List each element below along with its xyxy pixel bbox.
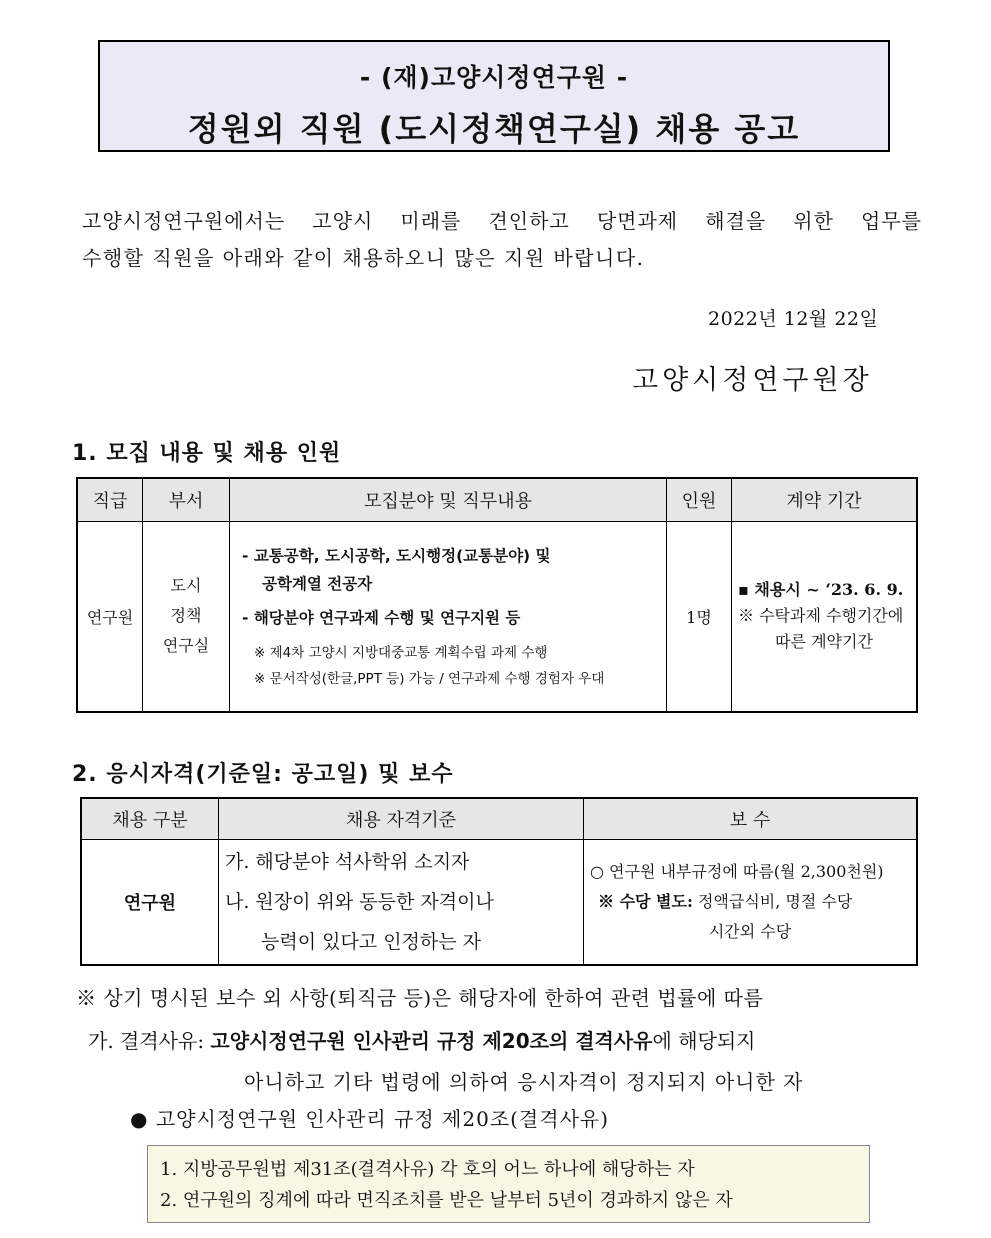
section1-title: 1. 모집 내용 및 채용 인원 bbox=[72, 441, 342, 466]
qual-line: 가. 해당분야 석사학위 소지자 bbox=[225, 851, 470, 873]
duty-cell bbox=[230, 522, 667, 712]
col-header: 모집분야 및 직무내용 bbox=[230, 478, 667, 522]
qual-cell bbox=[219, 840, 584, 966]
pay-cell bbox=[584, 840, 918, 966]
bullet-text: 고양시정연구원 인사관리 규정 제20조(결격사유) bbox=[155, 1107, 610, 1131]
period-line: ▪ 채용시 ~ ‘23. 6. 9. bbox=[738, 580, 904, 600]
rule-item: 1. 지방공무원법 제31조(결격사유) 각 호의 어느 하나에 해당하는 자 bbox=[160, 1159, 695, 1180]
intro-line-2: 수행할 직원을 아래와 같이 채용하오니 많은 지원 바랍니다. bbox=[82, 246, 645, 270]
rank-cell: 연구원 bbox=[77, 522, 143, 712]
table-header-row bbox=[77, 478, 917, 522]
disqualification-line-2: 아니하고 기타 법령에 의하여 응시자격이 정지되지 아니한 자 bbox=[244, 1070, 804, 1094]
col-header: 인원 bbox=[667, 478, 732, 522]
qual-line: 나. 원장이 위와 동등한 자격이나 bbox=[225, 891, 494, 913]
title-box bbox=[98, 40, 890, 152]
bullet-icon: ● bbox=[130, 1107, 149, 1131]
duty-note: ※ 제4차 고양시 지방대중교통 계획수립 과제 수행 bbox=[254, 645, 548, 662]
pay-line: 시간외 수당 bbox=[708, 922, 792, 941]
duty-note: ※ 문서작성(한글,PPT 등) 가능 / 연구과제 수행 경험자 우대 bbox=[254, 671, 605, 688]
table-header-row bbox=[81, 798, 917, 840]
section2-title: 2. 응시자격(기준일: 공고일) 및 보수 bbox=[72, 762, 454, 787]
header-subtitle: - (재)고양시정연구원 - bbox=[359, 63, 629, 92]
recruitment-table bbox=[76, 477, 918, 713]
period-cell bbox=[732, 522, 918, 712]
col-header: 계약 기간 bbox=[732, 478, 918, 522]
pay-allowance-label: ※ 수당 별도: bbox=[598, 892, 693, 911]
pay-line: ○ 연구원 내부규정에 따름(월 2,300천원) bbox=[590, 862, 884, 881]
dept-line: 도시 bbox=[170, 576, 202, 596]
header-title: 정원외 직원 (도시정책연구실) 채용 공고 bbox=[187, 110, 801, 148]
dq-prefix: 가. 결격사유: bbox=[88, 1029, 205, 1053]
pay-allowance-text: 정액급식비, 명절 수당 bbox=[697, 892, 853, 911]
issuer: 고양시정연구원장 bbox=[632, 365, 873, 396]
duty-line: 공학계열 전공자 bbox=[262, 575, 373, 594]
disqualification-line-1 bbox=[88, 1025, 918, 1054]
period-line: ※ 수탁과제 수행기간에 bbox=[738, 606, 904, 626]
col-header: 채용 구분 bbox=[81, 798, 219, 840]
col-header: 부서 bbox=[143, 478, 230, 522]
duty-line: - 교통공학, 도시공학, 도시행정(교통분야) 및 bbox=[242, 547, 551, 566]
qual-line: 능력이 있다고 인정하는 자 bbox=[261, 931, 482, 953]
pay-line bbox=[590, 887, 910, 917]
type-cell: 연구원 bbox=[81, 840, 219, 966]
dept-cell bbox=[143, 522, 230, 712]
col-header: 채용 자격기준 bbox=[219, 798, 584, 840]
intro-line-1: 고양시정연구원에서는 고양시 미래를 견인하고 당면과제 해결을 위한 업무를 bbox=[82, 209, 922, 233]
salary-note: ※ 상기 명시된 보수 외 사항(퇴직금 등)은 해당자에 한하여 관련 법률에 따름 bbox=[76, 986, 764, 1010]
col-header: 직급 bbox=[77, 478, 143, 522]
rule-bullet bbox=[130, 1103, 609, 1132]
dq-suffix: 에 해당되지 bbox=[652, 1029, 756, 1053]
dept-line: 정책 bbox=[170, 606, 202, 626]
rule-item: 2. 연구원의 징계에 따라 면직조치를 받은 날부터 5년이 경과하지 않은 자 bbox=[160, 1190, 733, 1211]
duty-line: - 해당분야 연구과제 수행 및 연구지원 등 bbox=[242, 609, 521, 628]
count-cell: 1명 bbox=[667, 522, 732, 712]
dept-line: 연구실 bbox=[162, 636, 210, 656]
rule-box bbox=[147, 1145, 870, 1223]
period-line: 따른 계약기간 bbox=[775, 632, 873, 652]
table-row bbox=[81, 840, 917, 966]
table-row bbox=[77, 522, 917, 712]
qualification-table bbox=[80, 797, 918, 966]
notice-date: 2022년 12월 22일 bbox=[708, 308, 879, 330]
col-header: 보 수 bbox=[584, 798, 918, 840]
dq-bold: 고양시정연구원 인사관리 규정 제20조의 결격사유 bbox=[210, 1029, 653, 1053]
